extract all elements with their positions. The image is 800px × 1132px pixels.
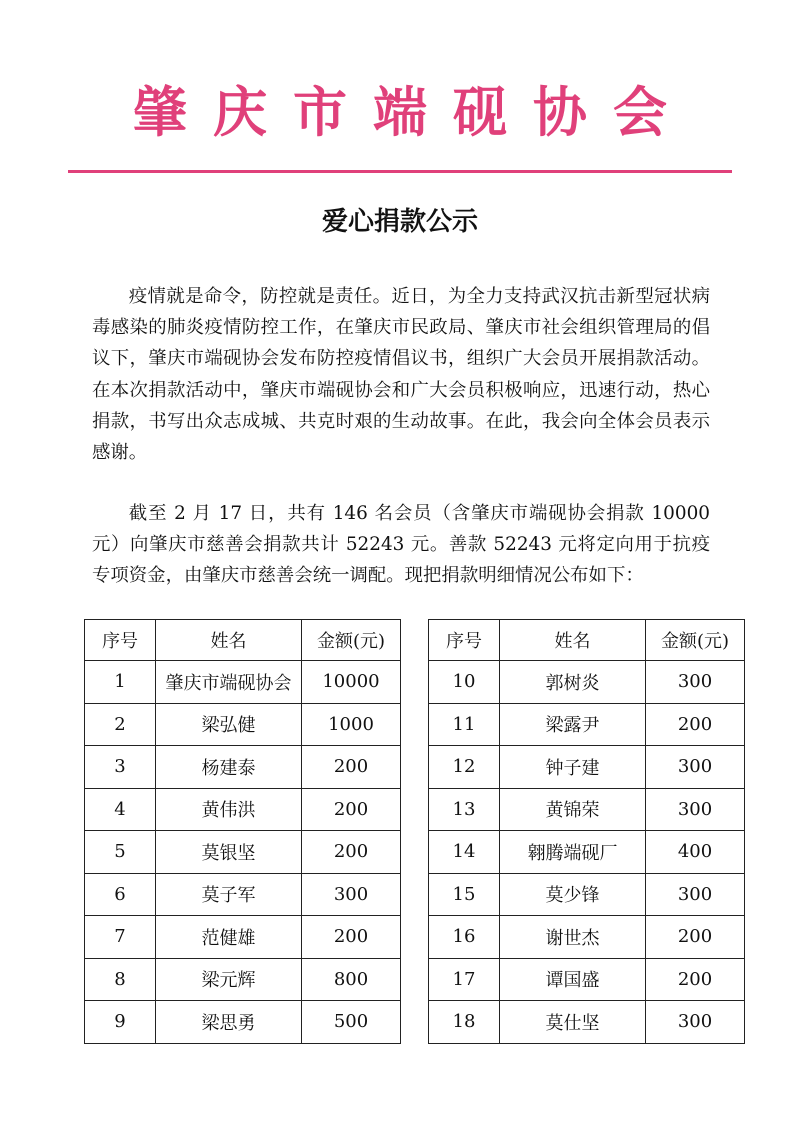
cell-name: 莫仕坚 [500,1001,646,1044]
cell-amount: 200 [646,703,745,746]
cell-index: 18 [429,1001,500,1044]
header-amount: 金额(元) [302,620,401,661]
header-index: 序号 [85,620,156,661]
cell-name: 钟子建 [500,746,646,789]
donation-table-left [84,619,401,1044]
donation-table-right [428,619,745,1044]
cell-index: 13 [429,788,500,831]
cell-name: 范健雄 [156,916,302,959]
cell-amount: 300 [646,788,745,831]
cell-amount: 300 [302,873,401,916]
cell-amount: 10000 [302,661,401,704]
paragraph-1 [92,281,710,468]
header-name: 姓名 [156,620,302,661]
cell-index: 14 [429,831,500,874]
cell-name: 梁元辉 [156,958,302,1001]
table-row [429,788,745,831]
table-row [429,958,745,1001]
cell-index: 8 [85,958,156,1001]
table-row [85,831,401,874]
table-row [85,661,401,704]
cell-name: 黄锦荣 [500,788,646,831]
cell-amount: 800 [302,958,401,1001]
cell-name: 郭树炎 [500,661,646,704]
cell-index: 1 [85,661,156,704]
organization-title: 肇庆市端砚协会 [133,81,693,144]
paragraph-2-text: 截至 2 月 17 日，共有 146 名会员（含肇庆市端砚协会捐款 10000 元）向肇庆市慈善会捐款共计 52243 元。善款 52243 元将定向用于抗疫专项资金，由肇庆市慈善会统一调配。现把捐款明细情况公布如下： [92,503,710,587]
cell-amount: 300 [646,873,745,916]
table-row [429,746,745,789]
cell-amount: 1000 [302,703,401,746]
table-header-row [85,620,401,661]
cell-index: 2 [85,703,156,746]
cell-index: 10 [429,661,500,704]
header-name: 姓名 [500,620,646,661]
cell-amount: 300 [646,661,745,704]
cell-index: 12 [429,746,500,789]
table-row [85,873,401,916]
cell-amount: 200 [302,746,401,789]
header-index: 序号 [429,620,500,661]
table-row [429,703,745,746]
table-header-row [429,620,745,661]
cell-index: 17 [429,958,500,1001]
cell-amount: 300 [646,746,745,789]
cell-name: 黄伟洪 [156,788,302,831]
cell-name: 杨建泰 [156,746,302,789]
cell-index: 9 [85,1001,156,1044]
cell-amount: 500 [302,1001,401,1044]
table-row [85,916,401,959]
header-divider [68,170,732,173]
cell-index: 4 [85,788,156,831]
cell-amount: 200 [646,916,745,959]
cell-index: 15 [429,873,500,916]
cell-index: 11 [429,703,500,746]
table-row [429,873,745,916]
cell-name: 梁露尹 [500,703,646,746]
cell-amount: 200 [302,916,401,959]
cell-index: 3 [85,746,156,789]
cell-index: 16 [429,916,500,959]
table-row [429,831,745,874]
table-row [429,661,745,704]
cell-amount: 200 [302,831,401,874]
cell-index: 6 [85,873,156,916]
document-title: 爱心捐款公示 [321,207,478,237]
cell-name: 梁弘健 [156,703,302,746]
table-row [85,958,401,1001]
cell-name: 谢世杰 [500,916,646,959]
cell-name: 莫少锋 [500,873,646,916]
cell-name: 梁思勇 [156,1001,302,1044]
table-row [85,1001,401,1044]
cell-amount: 300 [646,1001,745,1044]
table-row [429,916,745,959]
paragraph-2 [92,498,710,592]
cell-amount: 200 [302,788,401,831]
table-body-left [85,661,401,1044]
table-row [429,1001,745,1044]
cell-name: 翱腾端砚厂 [500,831,646,874]
cell-index: 7 [85,916,156,959]
cell-amount: 200 [646,958,745,1001]
header-amount: 金额(元) [646,620,745,661]
cell-amount: 400 [646,831,745,874]
table-body-right [429,661,745,1044]
cell-name: 莫银坚 [156,831,302,874]
table-row [85,746,401,789]
cell-name: 谭国盛 [500,958,646,1001]
cell-index: 5 [85,831,156,874]
cell-name: 莫子军 [156,873,302,916]
table-row [85,703,401,746]
paragraph-1-text: 疫情就是命令，防控就是责任。近日，为全力支持武汉抗击新型冠状病毒感染的肺炎疫情防控工作，在肇庆市民政局、肇庆市社会组织管理局的倡议下，肇庆市端砚协会发布防控疫情倡议书，组织广大会员开展捐款活动。在本次捐款活动中，肇庆市端砚协会和广大会员积极响应，迅速行动，热心捐款，书写出众志成城、共克时艰的生动故事。在此，我会向全体会员表示感谢。 [92,286,710,464]
table-row [85,788,401,831]
cell-name: 肇庆市端砚协会 [156,661,302,704]
